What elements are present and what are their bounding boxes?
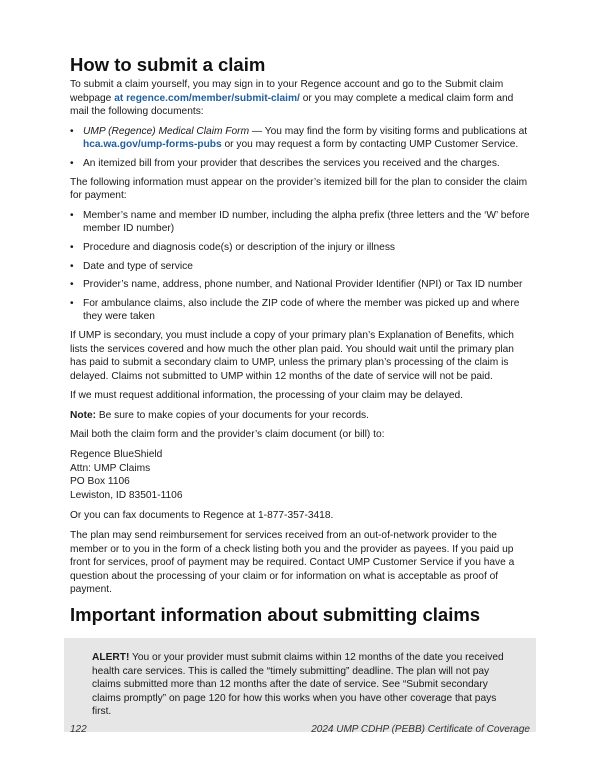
- itemized-intro: The following information must appear on the provider’s itemized bill for the plan to consider the claim for payment:: [70, 176, 528, 202]
- itemized-list: [70, 209, 530, 324]
- forms-pubs-link[interactable]: hca.wa.gov/ump-forms-pubs: [83, 139, 222, 151]
- list-item: • Procedure and diagnosis code(s) or description of the injury or illness: [70, 241, 396, 253]
- additional-info-paragraph: If we must request additional information, the processing of your claim may be delayed.: [70, 390, 463, 402]
- list-item: • An itemized bill from your provider that describes the services you received and the charges.: [70, 157, 500, 169]
- secondary-paragraph: If UMP is secondary, you must include a copy of your primary plan’s Explanation of Benefits, which lists the services covered and how much the other plan paid. You should wait until the primary plan has paid to submit a secondary claim to UMP, unless the primary plan’s processing of the claim is delayed. Claims not submitted to UMP within 12 months of the date of service will not be paid.: [70, 329, 514, 382]
- mailing-address: Regence BlueShield Attn: UMP Claims PO Box 1106 Lewiston, ID 83501-1106: [70, 449, 183, 501]
- documents-list: [70, 125, 530, 171]
- regence-submit-claim-link[interactable]: at regence.com/member/submit-claim/: [114, 92, 300, 104]
- list-item: • Date and type of service: [70, 260, 193, 272]
- note-paragraph: Note: Be sure to make copies of your documents for your records.: [70, 409, 369, 421]
- alert-box: [64, 638, 536, 732]
- page-content: [70, 55, 530, 732]
- page-number: 122: [70, 724, 87, 735]
- list-item: • Member’s name and member ID number, including the alpha prefix (three letters and the ‘W’ before member ID number): [70, 209, 530, 235]
- list-item: • Provider’s name, address, phone number, and National Provider Identifier (NPI) or Tax ID number: [70, 279, 523, 291]
- section-title-important-info: Important information about submitting claims: [70, 604, 481, 625]
- intro-paragraph: To submit a claim yourself, you may sign in to your Regence account and go to the Submit claim webpage at regence.com/member/submit-claim/ or you may complete a medical claim form and mail the following documents:: [70, 79, 514, 118]
- reimbursement-paragraph: The plan may send reimbursement for services received from an out-of-network provider to the member or to you in the form of a check listing both you and the provider as payees. If you paid up front for services, proof of payment may be required. Contact UMP Customer Service if you have a question about the processing of your claim or for information on what is acceptable as proof of payment.: [70, 530, 515, 596]
- mail-intro: Mail both the claim form and the provider’s claim document (or bill) to:: [70, 429, 385, 441]
- list-item: • UMP (Regence) Medical Claim Form — You may find the form by visiting forms and publications at hca.wa.gov/ump-forms-pubs or you may request a form by contacting UMP Customer Service.: [70, 125, 528, 151]
- section-title-submit-claim: How to submit a claim: [70, 54, 266, 75]
- fax-paragraph: Or you can fax documents to Regence at 1-877-357-3418.: [70, 510, 334, 522]
- document-title: 2024 UMP CDHP (PEBB) Certificate of Coverage: [311, 724, 530, 735]
- alert-text: ALERT! You or your provider must submit claims within 12 months of the date you received health care services. This is called the “timely submitting” deadline. The plan will not pay claims submitted more than 12 months after the date of service. See “Submit secondary claims promptly” on page 120 for how this works when you have other coverage that pays first.: [92, 652, 504, 718]
- list-item: • For ambulance claims, also include the ZIP code of where the member was picked up and where they were taken: [70, 297, 520, 323]
